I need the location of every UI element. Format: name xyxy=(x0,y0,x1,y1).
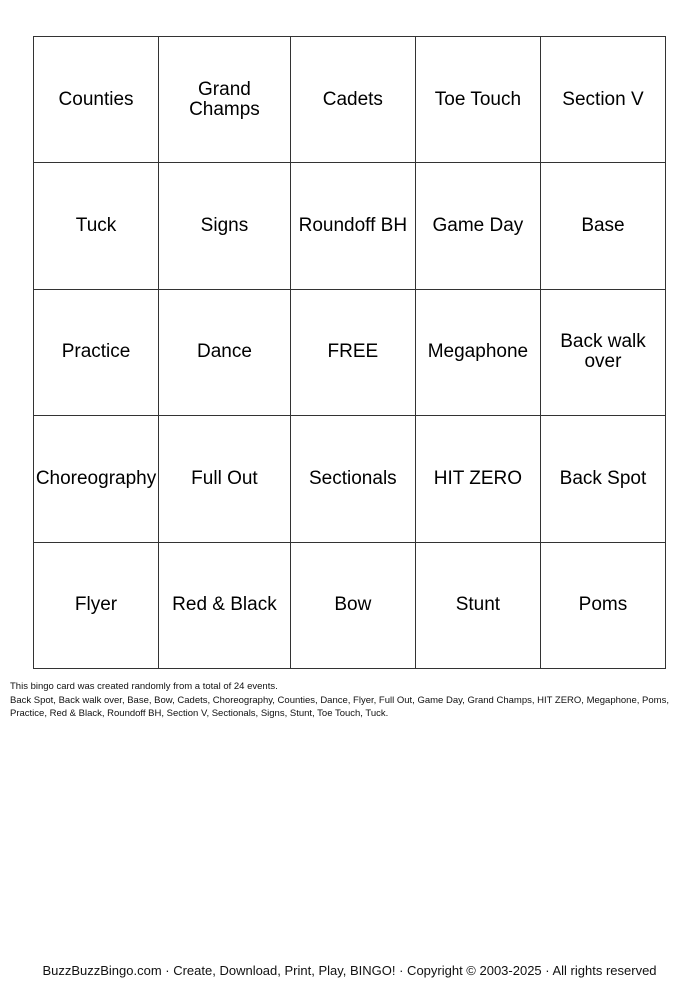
card-notes xyxy=(10,680,690,721)
bingo-cell: Tuck xyxy=(34,163,159,289)
bingo-cell: Flyer xyxy=(34,543,159,669)
bingo-cell: Practice xyxy=(34,290,159,416)
bingo-cell: Dance xyxy=(159,290,291,416)
bingo-cell: Toe Touch xyxy=(416,37,541,163)
bingo-cell: Bow xyxy=(291,543,416,669)
bingo-cell: Red & Black xyxy=(159,543,291,669)
bingo-free-cell: FREE xyxy=(291,290,416,416)
bingo-cell: Megaphone xyxy=(416,290,541,416)
bingo-cell: Grand Champs xyxy=(159,37,291,163)
bingo-cell: Back Spot xyxy=(541,416,666,542)
bingo-cell: Stunt xyxy=(416,543,541,669)
bingo-cell: Roundoff BH xyxy=(291,163,416,289)
bingo-cell: Cadets xyxy=(291,37,416,163)
bingo-cell: HIT ZERO xyxy=(416,416,541,542)
bingo-cell: Section V xyxy=(541,37,666,163)
bingo-cell: Game Day xyxy=(416,163,541,289)
bingo-cell: Full Out xyxy=(159,416,291,542)
page-footer: BuzzBuzzBingo.com · Create, Download, Print, Play, BINGO! · Copyright © 2003-2025 · All rights reserved xyxy=(42,963,657,978)
bingo-cell: Back walk over xyxy=(541,290,666,416)
bingo-cell: Signs xyxy=(159,163,291,289)
card-notes-intro: This bingo card was created randomly from a total of 24 events. xyxy=(10,681,278,692)
bingo-cell: Choreography xyxy=(34,416,159,542)
bingo-cell: Poms xyxy=(541,543,666,669)
card-notes-event-list: Back Spot, Back walk over, Base, Bow, Cadets, Choreography, Counties, Dance, Flyer, Full Out, Game Day, Grand Champs, HIT ZERO, Megaphone, Poms, Practice, Red & Black, Roundoff BH, Section V, Sectionals, Signs, Stunt, Toe Touch, Tuck. xyxy=(10,694,669,719)
bingo-cell: Base xyxy=(541,163,666,289)
bingo-card-grid xyxy=(33,36,666,669)
bingo-cell: Sectionals xyxy=(291,416,416,542)
bingo-cell: Counties xyxy=(34,37,159,163)
